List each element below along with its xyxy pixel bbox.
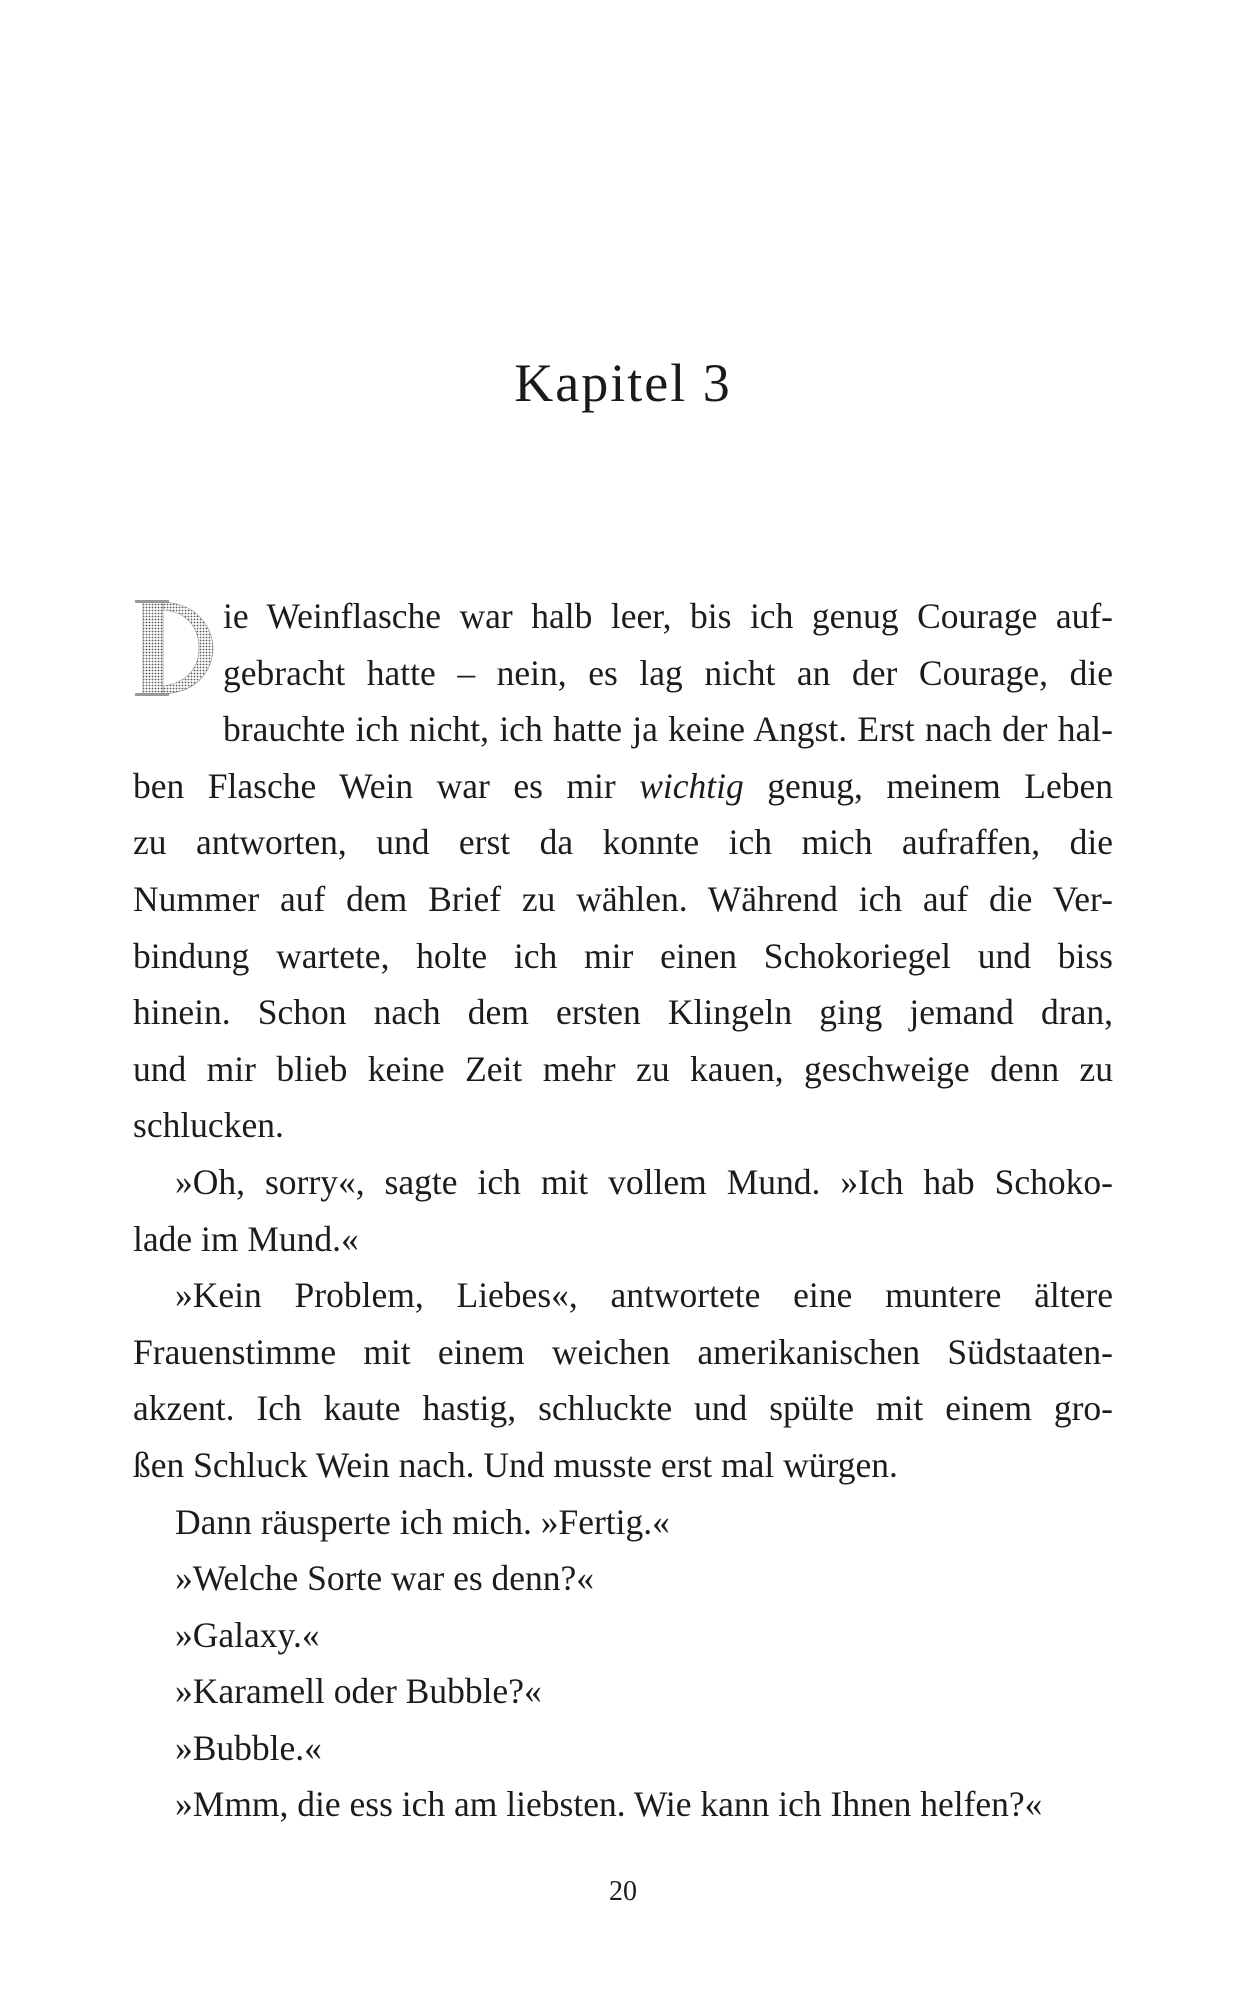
text-line: »Karamell oder Bubble?« [175,1671,542,1712]
text-segment: ben Flasche Wein war es mir [133,765,640,806]
text-segment: genug, meinem Leben [743,765,1113,806]
text-line: »Bubble.« [175,1727,322,1768]
text-line: zu antworten, und erst da konnte ich mich aufraffen, die [133,822,1113,863]
text-line: »Mmm, die ess ich am liebsten. Wie kann ich Ihnen helfen?« [175,1784,1043,1825]
text-line: Dann räusperte ich mich. »Fertig.« [175,1501,670,1542]
text-line: und mir blieb keine Zeit mehr zu kauen, geschweige denn zu [133,1048,1113,1089]
text-line: schlucken. [133,1105,284,1146]
text-line: lade im Mund.« [133,1218,359,1259]
paragraph-1 [133,588,1113,1154]
paragraph-3 [133,1267,1113,1493]
text-line: »Kein Problem, Liebes«, antwortete eine muntere ältere [175,1275,1113,1316]
paragraph-7 [133,1663,1113,1720]
text-line: ßen Schluck Wein nach. Und musste erst mal würgen. [133,1444,898,1485]
text-line: gebracht hatte – nein, es lag nicht an der Courage, die [223,652,1113,693]
emphasis-text: wichtig [639,765,744,806]
paragraph-5 [133,1550,1113,1607]
paragraph-4 [133,1494,1113,1551]
paragraph-9 [133,1776,1113,1833]
text-line: hinein. Schon nach dem ersten Klingeln ging jemand dran, [133,992,1113,1033]
text-line: brauchte ich nicht, ich hatte ja keine Angst. Erst nach der hal- [223,709,1113,750]
text-line [133,758,1113,815]
text-line: akzent. Ich kaute hastig, schluckte und spülte mit einem gro- [133,1388,1113,1429]
paragraph-6 [133,1607,1113,1664]
text-line: »Welche Sorte war es denn?« [175,1558,595,1599]
text-line: bindung wartete, holte ich mir einen Schokoriegel und biss [133,935,1113,976]
paragraph-2 [133,1154,1113,1267]
paragraph-8 [133,1720,1113,1777]
page-number: 20 [609,1876,637,1907]
chapter-title: Kapitel 3 [514,353,732,413]
text-line: »Galaxy.« [175,1614,320,1655]
text-line: »Oh, sorry«, sagte ich mit vollem Mund. »Ich hab Schoko- [175,1161,1113,1202]
text-line: ie Weinflasche war halb leer, bis ich genug Courage auf- [223,596,1113,636]
text-line: Frauenstimme mit einem weichen amerikanischen Südstaaten- [133,1331,1113,1372]
text-line: Nummer auf dem Brief zu wählen. Während ich auf die Ver- [133,878,1113,919]
body-text [133,588,1113,1833]
drop-cap-d-icon [133,594,217,702]
